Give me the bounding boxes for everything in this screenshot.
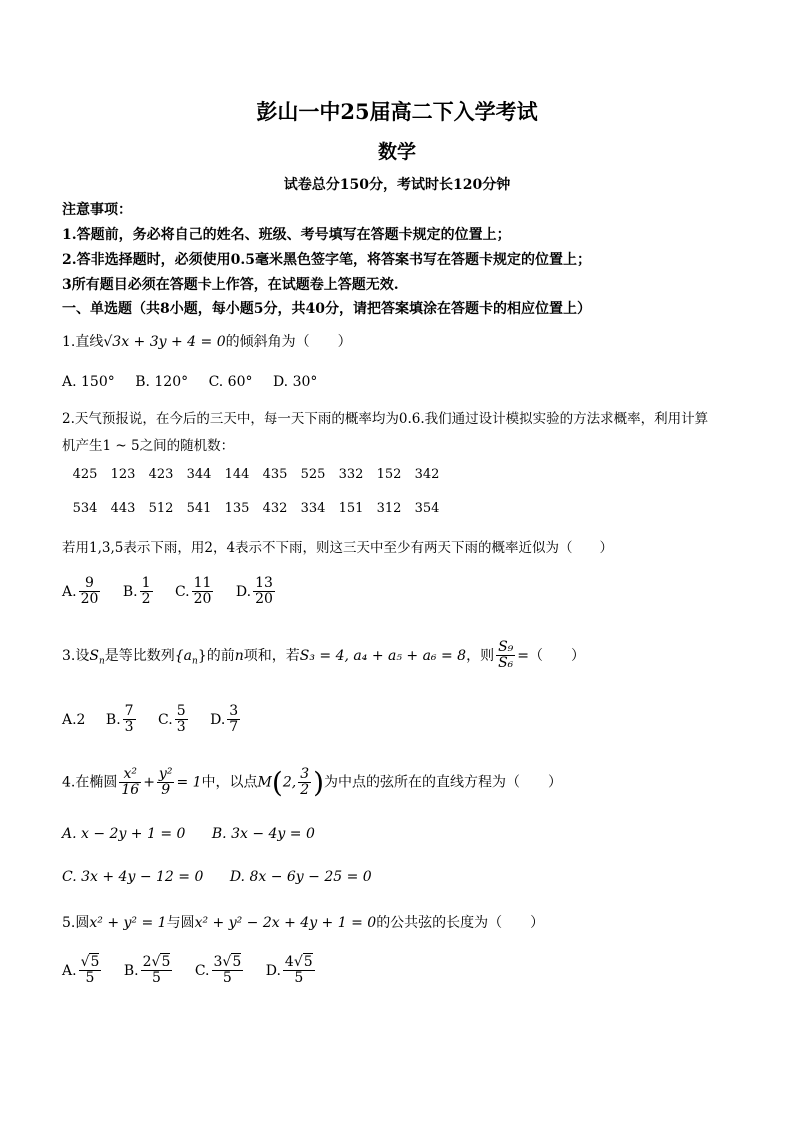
- point-x: 2,: [282, 774, 297, 791]
- notice-heading: 注意事项：: [62, 202, 132, 218]
- question-4-prefix: 4.在椭圆: [62, 774, 118, 791]
- random-number: 135: [224, 501, 250, 516]
- option-c-fraction: $\frac{11}{20}$: [193, 575, 212, 608]
- option-b: B. 120°: [135, 374, 189, 390]
- question-4-suffix: 为中点的弦所在的直线方程为（ ）: [324, 774, 563, 791]
- option-a-label: A.: [62, 962, 77, 979]
- option-d-label: D.: [235, 583, 252, 600]
- circle-1-equation: x² + y² = 1: [89, 915, 167, 931]
- exam-title: 彭山一中25届高二下入学考试: [256, 99, 538, 124]
- question-1: [62, 331, 352, 351]
- random-number: 525: [300, 467, 326, 482]
- question-3-options: [62, 704, 258, 736]
- random-number: 152: [376, 467, 402, 482]
- option-d-label: D.: [210, 711, 226, 728]
- left-paren-icon: (: [271, 766, 283, 799]
- question-3: 3.设$S_n$是等比数列$\{a_n\}$的前n项和，若S₃ = 4, a₄ + a₅ + a₆ = 8，则 $\frac{\text{S₉}}{\text{S₆}}$ =（ ）: [62, 639, 586, 672]
- question-5-suffix: 的公共弦的长度为（ ）: [376, 915, 545, 931]
- question-3-text: 是等比数列: [104, 647, 175, 664]
- n-symbol: n: [234, 647, 244, 664]
- option-d-label: D.: [265, 962, 281, 979]
- option-b-fraction: $\frac{7}{3}$: [124, 703, 134, 736]
- point-m: M: [257, 774, 272, 791]
- question-4: [62, 766, 562, 799]
- option-b-fraction: $\frac{2√5}{5}$: [142, 954, 171, 987]
- random-number: 534: [72, 501, 98, 516]
- option-a-label: A.: [62, 583, 77, 600]
- ellipse-term-x: $\frac{\text{x²}}{16}$: [121, 765, 140, 798]
- option-a: A.2: [62, 711, 86, 728]
- option-d: D. 8x − 6y − 25 = 0: [229, 869, 372, 885]
- option-c-label: C.: [158, 711, 173, 728]
- random-number: 541: [186, 501, 212, 516]
- option-b-fraction: $\frac{1}{2}$: [141, 575, 151, 608]
- question-1-suffix: 的倾斜角为（ ）: [225, 334, 352, 350]
- right-paren-icon: ): [313, 766, 325, 799]
- question-1-prefix: 1.直线: [62, 334, 104, 350]
- random-number: 443: [110, 501, 136, 516]
- sqrt-icon: √: [222, 954, 232, 970]
- option-a-fraction: $\frac{√5}{5}$: [80, 954, 100, 987]
- question-2-options: [62, 576, 293, 608]
- option-b-label: B.: [122, 583, 138, 600]
- plus-sign: +: [143, 774, 155, 791]
- random-numbers-row-1: [66, 463, 446, 482]
- question-5-options: [62, 955, 333, 987]
- question-2-line-2: 机产生1 ~ 5之间的随机数：: [62, 438, 235, 454]
- option-d-fraction: $\frac{3}{7}$: [229, 703, 239, 736]
- option-b: B. 3x − 4y = 0: [211, 826, 315, 842]
- question-2-line-3: 若用1,3,5表示下雨，用2，4表示不下雨，则这三天中至少有两天下雨的概率近似为（ ）: [62, 540, 614, 556]
- circle-2-equation: x² + y² − 2x + 4y + 1 = 0: [194, 915, 377, 931]
- question-3-text: 项和，若: [243, 647, 300, 664]
- ellipse-term-y: $\frac{\text{y²}}{9}$: [158, 765, 173, 798]
- question-3-text: }的前: [197, 647, 235, 664]
- question-5: [62, 912, 544, 932]
- option-b-label: B.: [105, 711, 121, 728]
- sqrt-icon: √: [293, 954, 303, 970]
- option-a: A. 150°: [62, 374, 115, 390]
- question-4-options-row-2: [62, 869, 388, 885]
- question-5-text: 与圆: [166, 915, 195, 931]
- question-1-options: [62, 374, 333, 390]
- sqrt-icon: √: [80, 954, 90, 970]
- question-3-prefix: 3.设: [62, 647, 90, 664]
- option-a-fraction: $\frac{9}{20}$: [80, 575, 99, 608]
- equals-one: = 1: [176, 774, 202, 791]
- option-a: A. x − 2y + 1 = 0: [62, 826, 186, 842]
- option-c: C. 60°: [208, 374, 253, 390]
- notice-item-3: 3所有题目必须在答题卡上作答，在试题卷上答题无效.: [62, 277, 399, 293]
- random-number: 151: [338, 501, 364, 516]
- option-c-label: C.: [174, 583, 190, 600]
- exam-info: 试卷总分150分，考试时长120分钟: [283, 177, 511, 193]
- random-number: 354: [414, 501, 440, 516]
- section-1-heading: 一、单选题（共8小题，每小题5分，共40分，请把答案填涂在答题卡的相应位置上）: [62, 301, 591, 317]
- random-number: 435: [262, 467, 288, 482]
- question-4-text: 中，以点: [201, 774, 258, 791]
- question-2-line-1: 2.天气预报说，在今后的三天中，每一天下雨的概率均为0.6.我们通过设计模拟实验的方法求概率，利用计算: [62, 411, 709, 427]
- point-y-fraction: $\frac{3}{2}$: [300, 765, 310, 798]
- option-c-fraction: $\frac{5}{3}$: [176, 703, 186, 736]
- option-b-label: B.: [123, 962, 139, 979]
- random-number: 123: [110, 467, 136, 482]
- random-number: 423: [148, 467, 174, 482]
- notice-item-2: 2.答非选择题时，必须使用0.5毫米黑色签字笔，将答案书写在答题卡规定的位置上；: [62, 252, 591, 268]
- random-number: 312: [376, 501, 402, 516]
- random-number: 332: [338, 467, 364, 482]
- random-number: 342: [414, 467, 440, 482]
- option-c-fraction: $\frac{3√5}{5}$: [213, 954, 242, 987]
- question-3-text: ，则: [466, 647, 495, 664]
- random-number: 425: [72, 467, 98, 482]
- question-4-options-row-1: [62, 826, 331, 842]
- option-d-fraction: $\frac{13}{20}$: [255, 575, 273, 608]
- question-3-condition: S₃ = 4, a₄ + a₅ + a₆ = 8: [299, 647, 467, 664]
- question-5-prefix: 5.圆: [62, 915, 90, 931]
- question-3-fraction: $\frac{\text{S₉}}{\text{S₆}}$: [498, 639, 514, 672]
- option-d-fraction: $\frac{4√5}{5}$: [284, 954, 313, 987]
- notice-item-1: 1.答题前，务必将自己的姓名、班级、考号填写在答题卡规定的位置上；: [62, 227, 511, 243]
- option-d: D. 30°: [272, 374, 318, 390]
- question-1-equation: 3x + 3y + 4 = 0: [112, 334, 226, 350]
- sqrt-icon: √: [103, 334, 113, 350]
- random-number: 432: [262, 501, 288, 516]
- random-numbers-row-2: [66, 497, 446, 516]
- random-number: 512: [148, 501, 174, 516]
- sequence-symbol: {a: [174, 647, 193, 664]
- option-c: C. 3x + 4y − 12 = 0: [62, 869, 204, 885]
- subject-title: 数学: [377, 141, 416, 163]
- random-number: 144: [224, 467, 250, 482]
- question-3-suffix: =（ ）: [517, 647, 586, 664]
- random-number: 334: [300, 501, 326, 516]
- random-number: 344: [186, 467, 212, 482]
- option-c-label: C.: [194, 962, 210, 979]
- sqrt-icon: √: [151, 954, 161, 970]
- sn-symbol: S: [89, 647, 99, 664]
